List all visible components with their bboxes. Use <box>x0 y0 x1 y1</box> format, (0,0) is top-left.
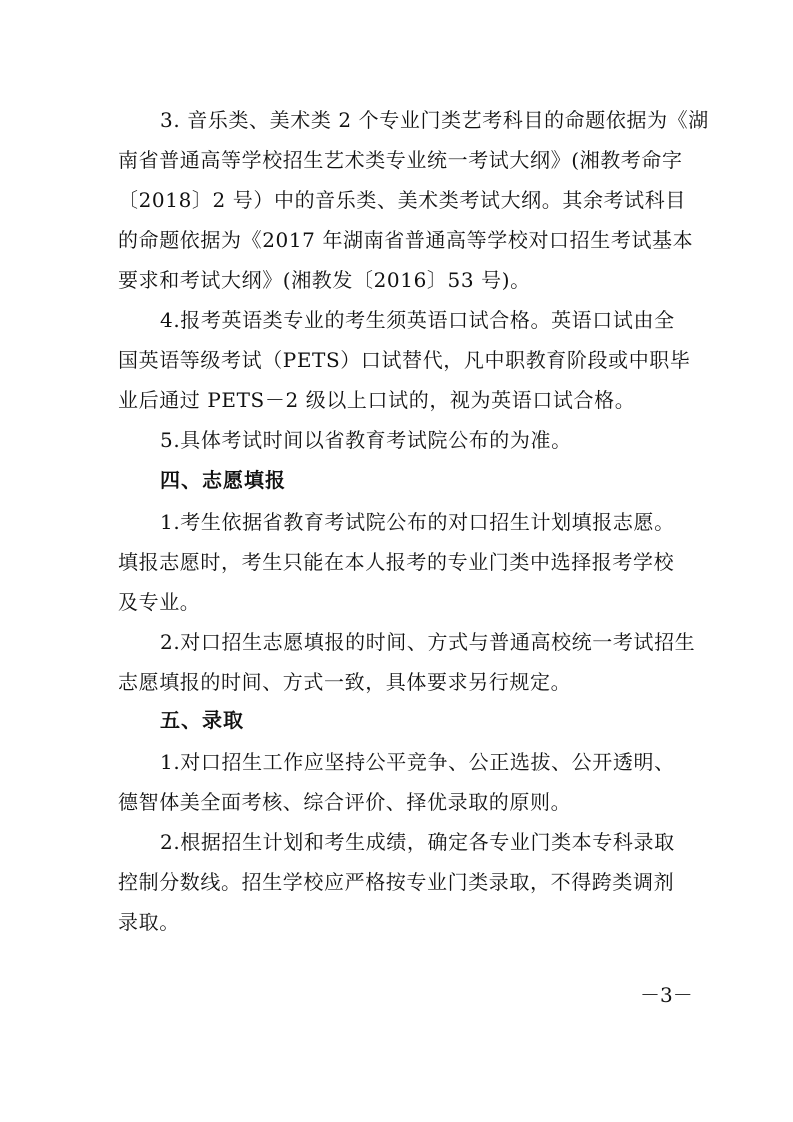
paragraph-line: 的命题依据为《2017 年湖南省普通高等学校对口招生考试基本 <box>118 228 694 252</box>
paragraph-line: 控制分数线。招生学校应严格按专业门类录取，不得跨类调剂 <box>118 870 675 894</box>
paragraph-line: 〔2018〕2 号）中的音乐类、美术类考试大纲。其余考试科目 <box>118 188 686 212</box>
paragraph-line: 填报志愿时，考生只能在本人报考的专业门类中选择报考学校 <box>118 550 675 574</box>
section-heading: 四、志愿填报 <box>160 468 286 492</box>
paragraph-line: 1.对口招生工作应坚持公平竞争、公正选拔、公开透明、 <box>160 750 675 774</box>
paragraph-line: 国英语等级考试（PETS）口试替代，凡中职教育阶段或中职毕 <box>118 348 691 372</box>
paragraph-line: 1.考生依据省教育考试院公布的对口招生计划填报志愿。 <box>160 510 675 534</box>
paragraph-line: 及专业。 <box>118 590 201 614</box>
paragraph-line: 3. 音乐类、美术类 2 个专业门类艺考科目的命题依据为《湖 <box>160 108 709 132</box>
paragraph-line: 志愿填报的时间、方式一致，具体要求另行规定。 <box>118 670 572 694</box>
paragraph-line: 2.对口招生志愿填报的时间、方式与普通高校统一考试招生 <box>160 630 696 654</box>
paragraph-line: 5.具体考试时间以省教育考试院公布的为准。 <box>160 428 572 452</box>
paragraph-line: 4.报考英语类专业的考生须英语口试合格。英语口试由全 <box>160 308 675 332</box>
paragraph-line: 南省普通高等学校招生艺术类专业统一考试大纲》(湘教考命字 <box>118 148 683 172</box>
paragraph-line: 德智体美全面考核、综合评价、择优录取的原则。 <box>118 790 572 814</box>
paragraph-line: 2.根据招生计划和考生成绩，确定各专业门类本专科录取 <box>160 830 675 854</box>
paragraph-line: 录取。 <box>118 910 180 934</box>
page-number: －3－ <box>640 983 693 1007</box>
paragraph-line: 业后通过 PETS－2 级以上口试的，视为英语口试合格。 <box>118 388 636 412</box>
paragraph-line: 要求和考试大纲》(湘教发〔2016〕53 号)。 <box>118 268 531 292</box>
section-heading: 五、录取 <box>160 708 244 732</box>
